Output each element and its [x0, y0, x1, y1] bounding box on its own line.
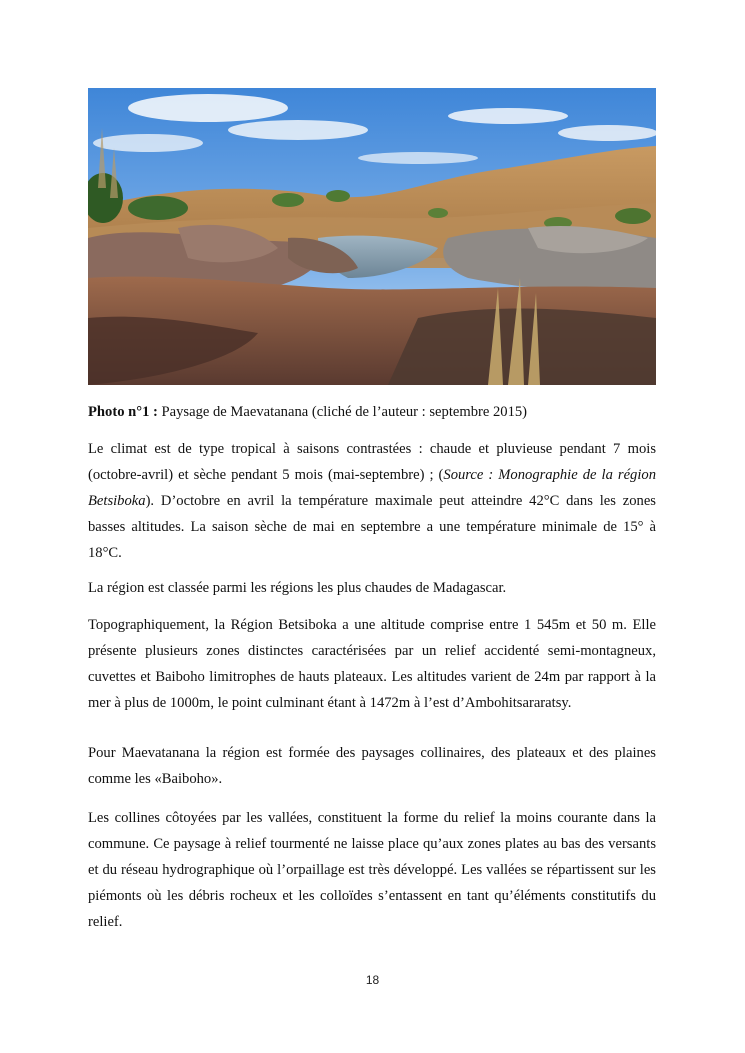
photo-caption — [88, 399, 656, 425]
caption-label: Photo n°1 : — [88, 404, 158, 420]
paragraph-climate-part1: Le climat est de type tropical à saisons contrastées : chaude et pluvieuse pendant 7 mois (octobre-avril) et sèche pendant 5 mois (mai-septembre) ; ( — [88, 441, 656, 483]
page-number: 18 — [365, 973, 380, 987]
paragraph-climate-source: Source : Monographie de la région Betsiboka — [88, 467, 656, 509]
paragraph-topography: Topographiquement, la Région Betsiboka a une altitude comprise entre 1 545m et 50 m. Elle présente plusieurs zones distinctes caractérisées par un relief accidenté semi-montagneux, cuvettes et Baiboho limitrophes de hauts plateaux. Les altitudes varient de 24m par rapport à la mer à plus de 1000m, le point culminant étant à 1472m à l’est d’Ambohitsararatsy. — [88, 617, 656, 711]
paragraph-maevatanana: Pour Maevatanana la région est formée des paysages collinaires, des plateaux et des plaines comme les «Baiboho». — [88, 745, 656, 787]
paragraph-climate-part2: ). D’octobre en avril la température maximale peut atteindre 42°C dans les zones basses altitudes. La saison sèche de mai en septembre a une température minimale de 15° à 18°C. — [88, 493, 656, 561]
landscape-photo-illustration — [88, 88, 656, 385]
paragraph-climate — [88, 436, 656, 566]
caption-text: Paysage de Maevatanana (cliché de l’auteur : septembre 2015) — [157, 404, 528, 420]
landscape-photo — [88, 88, 656, 385]
paragraph-hills: Les collines côtoyées par les vallées, constituent la forme du relief la moins courante dans la commune. Ce paysage à relief tourmenté ne laisse place qu’aux zones plates au bas des versants et du réseau hydrographique où l’orpaillage est très développé. Les vallées se répartissent sur les piémonts où les débris rocheux et les colloïdes s’entassent en tant qu’éléments constitutifs du relief. — [88, 810, 656, 930]
paragraph-hottest-region: La région est classée parmi les régions les plus chaudes de Madagascar. — [88, 580, 507, 596]
